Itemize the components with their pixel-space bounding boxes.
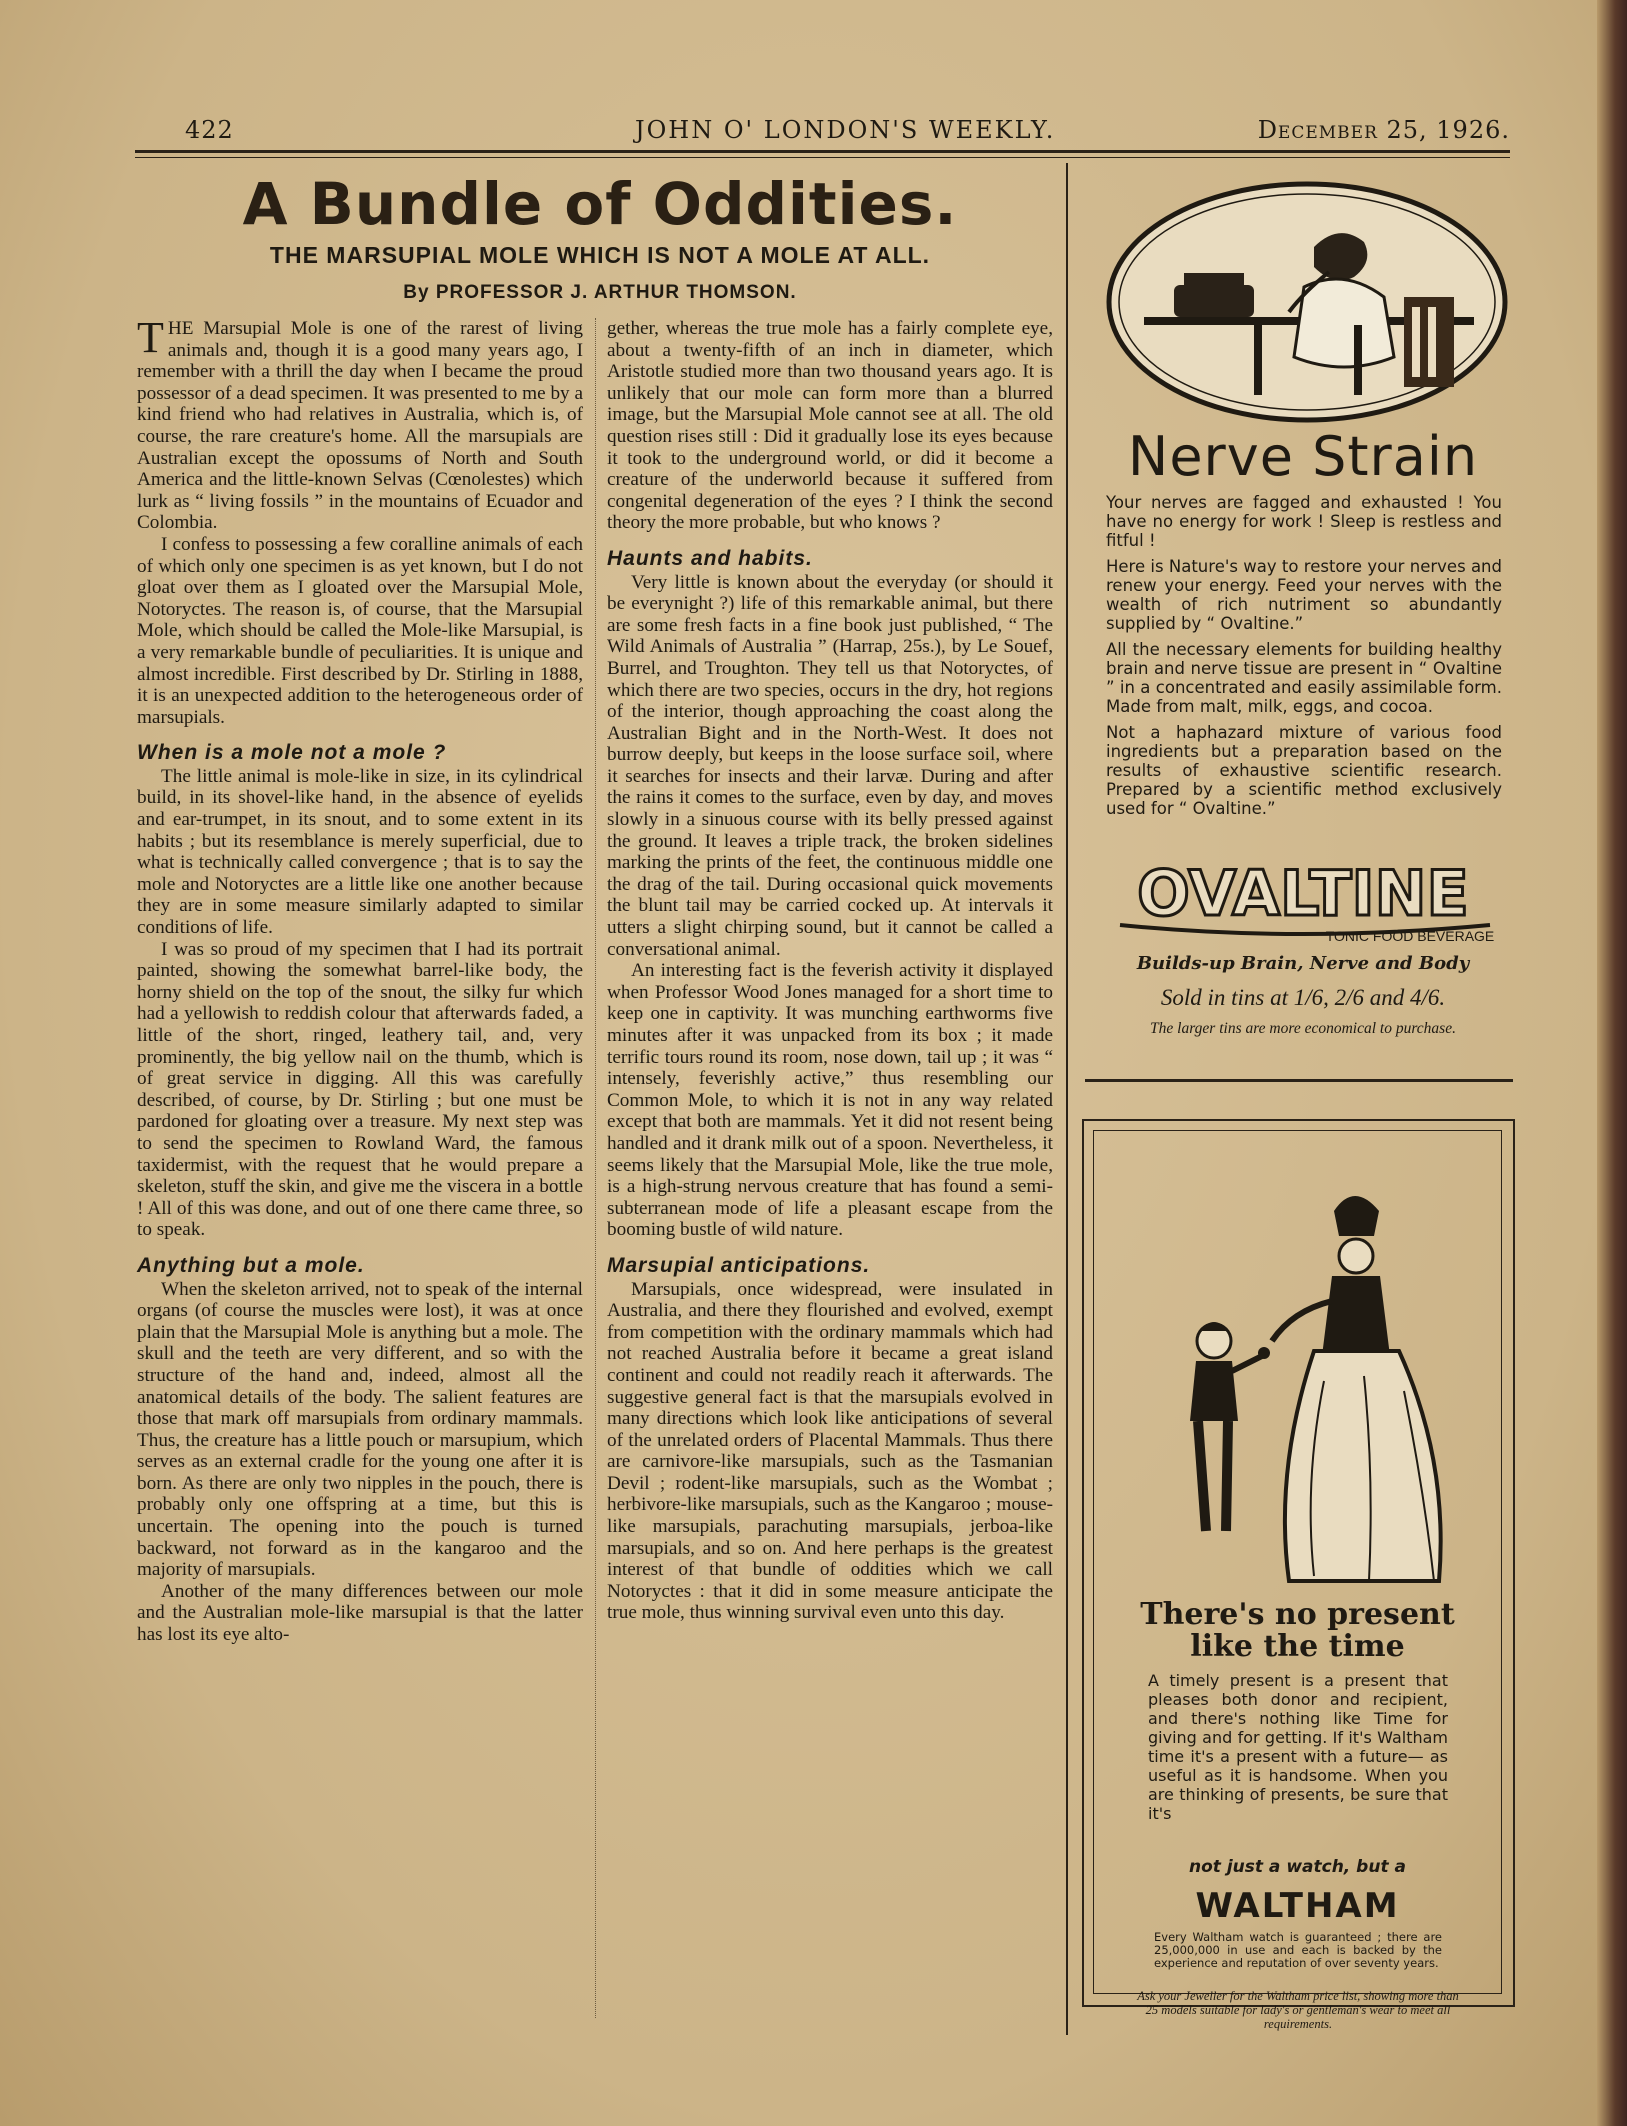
section-heading: Anything but a mole.: [137, 1253, 365, 1277]
text-column-divider: [595, 318, 596, 2018]
waltham-logo: WALTHAM: [1195, 1886, 1400, 1926]
article-column-1: [137, 313, 583, 1646]
paragraph: Very little is known about the everyday (or should it be everynight ?) life of this remarkable animal, but there are some fresh facts in a fine book just published, “ The Wild Animals of Australia ” (Harrap, 25s.), by Le Souef, Burrel, and Troughton. They tell us that Notoryctes, of which there are two species, occurs in the dry, hot regions of the interior, though approaching the coast along the Australian Bight and in the North-West. It does not burrow deeply, but keeps in the loose surface soil, where it searches for insects and their larvæ. During and after the rains it comes to the surface, even by day, and moves slowly in a sinuous course with its belly pressed against the ground. It leaves a triple track, the broken sidelines marking the prints of the feet, the continuous middle one the drag of the tail. During occasional quick movements the blunt tail may be carried cocked up. At intervals it utters a slight chirping sound, but it cannot be called a conversational animal.: [607, 571, 1053, 960]
ad-headline: [1094, 1599, 1501, 1663]
ad-body: [1106, 493, 1502, 825]
header-rule-thin: [135, 157, 1510, 158]
paragraph: Marsupials, once widespread, were insulated in Australia, and there they flourished and evolved, exempt from competition with the ordinary mammals which had not reached Australia before it became a great island continent and could not readily reach it afterwards. The suggestive general fact is that the marsupials evolved in many directions which look like anticipations of several of the unrelated orders of Placental Mammals. Thus there are carnivore-like marsupials, such as the Tasmanian Devil ; rodent-like marsupials, such as the Wombat ; herbivore-like marsupials, such as the Kangaroo ; mouse-like marsupials, parachuting marsupials, jerboa-like marsupials, and so on. And here perhaps is the greatest interest of that bundle of oddities which we call Notoryctes : that it did in some measure anticipate the true mole, thus winning survival even unto this day.: [607, 1278, 1053, 1624]
page-spine-edge: [1597, 0, 1627, 2126]
ad-paragraph: Here is Nature's way to restore your nerves and renew your energy. Feed your nerves with the wealth of rich nutriment so abundantly supplied by “ Ovaltine.”: [1106, 557, 1502, 633]
column-separator-rule: [1066, 163, 1068, 2035]
paragraph: [137, 313, 583, 534]
section-heading: When is a mole not a mole ?: [137, 741, 447, 765]
article-title: A Bundle of Oddities.: [242, 170, 958, 238]
ovaltine-logo: [1110, 863, 1496, 945]
ad-price: Sold in tins at 1/6, 2/6 and 4/6.: [1160, 985, 1446, 1010]
paragraph: An interesting fact is the feverish activity it displayed when Professor Wood Jones managed for a short time to keep one in captivity. It was munching earthworms five minutes after it was unpacked from its box ; it made terrific tours round its room, nose down, tail up ; it was “ intensely, feverishly active,” thus resembling our Common Mole, to which it is not in any way related except that both are mammals. Yet it did not resent being handled and it drank milk out of a spoon. Nevertheless, it seems likely that the Marsupial Mole, like the true mole, is a high-strung nervous creature that has found a semi-subterranean mode of life a pleasant escape from the booming bustle of wild nature.: [607, 960, 1053, 1241]
page-number: 422: [185, 116, 234, 144]
section-heading: Marsupial anticipations.: [607, 1253, 871, 1277]
headline-line: There's no present: [1140, 1597, 1455, 1632]
logo-tagline: TONIC FOOD BEVERAGE: [1325, 928, 1495, 944]
magazine-name: JOHN O' LONDON'S WEEKLY.: [635, 116, 1056, 144]
headline-line: like the time: [1190, 1629, 1405, 1664]
article-subtitle: THE MARSUPIAL MOLE WHICH IS NOT A MOLE AT ALL.: [269, 242, 931, 268]
ad-note: The larger tins are more economical to purchase.: [1150, 1020, 1456, 1037]
ad-slogan: Builds-up Brain, Nerve and Body: [1136, 953, 1470, 974]
ovaltine-advertisement: [1098, 163, 1508, 1068]
ad-headline: Nerve Strain: [1127, 425, 1479, 488]
paragraph-text: HE Marsupial Mole is one of the rarest of living animals and, though it is a good many years ago, I remember with a thrill the day when I became the proud possessor of a dead specimen. It was presented to me by a kind friend who had relatives in Australia, which is, of course, the rare creature's home. All the marsupials are Australian except the opossums of North and South America and the little-known Selvas (Cœnolestes) which lurk as “ living fossils ” in the mountains of Ecuador and Colombia.: [137, 318, 583, 534]
boy-and-lady-illustration: [1164, 1181, 1444, 1596]
logo-text: OVALTINE: [1137, 863, 1469, 930]
ad-tagline: not just a watch, but a: [1189, 1857, 1406, 1877]
ad-body: A timely present is a present that pleases both donor and recipient, and there's nothing like Time for giving and for getting. If it's Waltham time it's a present with a future— as useful as it is handsome. When you are thinking of presents, be sure that it's: [1148, 1671, 1448, 1823]
section-heading: Haunts and habits.: [607, 546, 813, 570]
tired-woman-illustration: [1104, 177, 1510, 427]
ad-paragraph: Not a haphazard mixture of various food ingredients but a preparation based on the results of exhaustive scientific research. Prepared by a scientific method exclusively used for “ Ovaltine.”: [1106, 723, 1502, 818]
ad-paragraph: All the necessary elements for building healthy brain and nerve tissue are present in “ Ovaltine ” in a concentrated and easily assimilable form. Made from malt, milk, eggs, and cocoa.: [1106, 640, 1502, 716]
ad-inner-border: [1093, 1130, 1502, 2031]
ad-separator-rule: [1085, 1079, 1513, 1082]
paragraph: The little animal is mole-like in size, in its cylindrical build, in its shovel-like hand, in the absence of eyelids and ear-trumpet, in its snout, and to some extent in its habits ; but its resemblance is merely superficial, due to what is technically called convergence ; that is to say the mole and Notoryctes are a little like one another because they are in some measure similarly adapted to similar conditions of life.: [137, 765, 583, 939]
paragraph: Another of the many differences between our mole and the Australian mole-like marsupial is that the latter has lost its eye alto-: [137, 1580, 583, 1646]
article-byline: By PROFESSOR J. ARTHUR THOMSON.: [403, 282, 797, 303]
issue-date: December 25, 1926.: [1257, 116, 1510, 144]
ad-fine-print: Every Waltham watch is guaranteed ; there are 25,000,000 in use and each is backed by the experience and reputation of over seventy years.: [1154, 1930, 1442, 1970]
header-rule-thick: [135, 150, 1510, 153]
ad-paragraph: Your nerves are fagged and exhausted ! You have no energy for work ! Sleep is restless and fitful !: [1106, 493, 1502, 550]
paragraph: I confess to possessing a few coralline animals of each of which only one specimen is as yet known, but I do not gloat over them as I gloated over the Marsupial Mole, Notoryctes. The reason is, of course, that the Marsupial Mole, which should be called the Mole-like Marsupial, is a very remarkable bundle of peculiarities. It is unique and almost incredible. First described by Dr. Stirling in 1888, it is an unexpected addition to the heterogeneous order of marsupials.: [137, 533, 583, 728]
paragraph: I was so proud of my specimen that I had its portrait painted, showing the somewhat barrel-like body, the horny shield on the top of the snout, the silky fur which had a yellowish to reddish colour that afterwards faded, a little of the short, ringed, leathery tail, and, very prominently, the big yellow nail on the thumb, which is of great service in digging. All this was carefully described, of course, by Dr. Stirling ; but one must be pardoned for gloating over a treasure. My next step was to send the specimen to Rowland Ward, the famous taxidermist, with the request that he would prepare a skeleton, stuff the skin, and give me the viscera in a bottle ! All of this was done, and out of one there came three, so to speak.: [137, 938, 583, 1241]
drop-cap: T: [137, 313, 164, 362]
waltham-advertisement: [1082, 1119, 1515, 2031]
paragraph: When the skeleton arrived, not to speak of the internal organs (of course the muscles were lost), it was at once plain that the Marsupial Mole is anything but a mole. The skull and the teeth are very different, and so with the structure of the hand and, indeed, almost all the anatomical details of the body. The salient features are those that mark off marsupials from ordinary mammals. Thus, the creature has a little pouch or marsupium, which serves as an external cradle for the young one after it is born. As there are only two nipples in the pouch, there is probably only one offspring at a time, but this is uncertain. The opening into the pouch is turned backward, not forward as in the kangaroo and the majority of marsupials.: [137, 1278, 583, 1581]
article-column-2: [607, 318, 1053, 1624]
paragraph: gether, whereas the true mole has a fairly complete eye, about a twenty-fifth of an inch in diameter, which Aristotle studied more than two thousand years ago. It is unlikely that our mole can form more than a blurred image, but the Marsupial Mole cannot see at all. The old question rises still : Did it gradually lose its eyes because it took to the underground world, or did it become a creature of the underworld because it suffered from congenital degeneration of the eyes ? I think the second theory the more probable, but who knows ?: [607, 318, 1053, 534]
ad-footnote: Ask your Jeweller for the Waltham price list, showing more than 25 models suitable for lady's or gentleman's wear to meet all requirements.: [1137, 1989, 1459, 2031]
